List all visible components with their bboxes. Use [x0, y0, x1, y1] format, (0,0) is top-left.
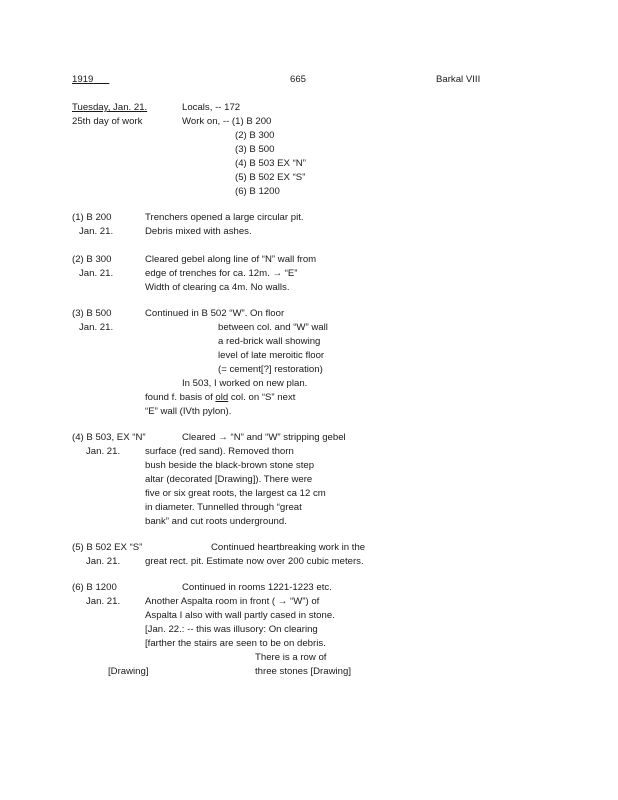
entry-line: great rect. pit. Estimate now over 200 cubic meters. [145, 556, 364, 567]
entry-line: three stones [Drawing] [255, 666, 351, 677]
entry-date: Jan. 21. [79, 322, 114, 333]
entry-line: In 503, I worked on new plan. [182, 378, 308, 389]
day-count: 25th day of work [72, 116, 143, 127]
entry-line: “E” wall (IVth pylon). [145, 406, 232, 417]
entry-line: Debris mixed with ashes. [145, 226, 252, 237]
entry-date: Jan. 21. [86, 556, 121, 567]
entry-line: Trenchers opened a large circular pit. [145, 212, 304, 223]
entry-label: (3) B 500 [72, 308, 112, 319]
header-site: Barkal VIII [436, 74, 481, 85]
work-item: (3) B 500 [235, 144, 275, 155]
work-on-line: Work on, -- (1) B 200 [182, 116, 272, 127]
entry-line: level of late meroitic floor [218, 350, 325, 361]
entry-label: (2) B 300 [72, 254, 112, 265]
entry-line: surface (red sand). Removed thorn [145, 446, 294, 457]
entry-line: bush beside the black-brown stone step [145, 460, 315, 471]
entry-date: Jan. 21. [79, 226, 114, 237]
entry-label: (5) B 502 EX “S” [72, 542, 143, 553]
entry-line: edge of trenches for ca. 12m. → “E” [145, 268, 298, 279]
entry-line: found f. basis of old col. on “S” next [145, 392, 296, 403]
work-item: (2) B 300 [235, 130, 275, 141]
entry-line: bank” and cut roots underground. [145, 516, 287, 527]
work-item: (5) B 502 EX “S” [235, 172, 306, 183]
header-page-number: 665 [290, 74, 307, 85]
entry-line: Cleared gebel along line of “N” wall from [145, 254, 317, 265]
work-item: (4) B 503 EX “N” [235, 158, 306, 169]
entry-line: five or six great roots, the largest ca 12 cm [145, 488, 326, 499]
underlined-word: old [215, 392, 229, 403]
entry-label: (6) B 1200 [72, 582, 117, 593]
entry-line: altar (decorated [Drawing]). There were [145, 474, 313, 485]
entry-line: Width of clearing ca 4m. No walls. [145, 282, 290, 293]
entry-line: Cleared → “N” and “W” stripping gebel [182, 432, 346, 443]
entry-line: (= cement[?] restoration) [218, 364, 323, 375]
entry-date: Jan. 21. [86, 446, 121, 457]
entry-line: [Jan. 22.: -- this was illusory: On clearing [145, 624, 318, 635]
entry-label: (1) B 200 [72, 212, 112, 223]
header-year: 1919 [72, 74, 94, 85]
entry-line: There is a row of [255, 652, 327, 663]
day-date: Tuesday, Jan. 21. [72, 102, 148, 113]
entry-date: Jan. 21. [79, 268, 114, 279]
entry-line: [farther the stairs are seen to be on debris. [145, 638, 326, 649]
entry-date: Jan. 21. [86, 596, 121, 607]
drawing-note: [Drawing] [108, 666, 149, 677]
entry-line: Aspalta I also with wall partly cased in stone. [145, 610, 335, 621]
entry-line: a red-brick wall showing [218, 336, 321, 347]
entry-line: Another Aspalta room in front ( → “W”) of [145, 596, 320, 607]
work-item: (6) B 1200 [235, 186, 280, 197]
entry-label: (4) B 503, EX “N” [72, 432, 146, 443]
locals-count: Locals, -- 172 [182, 102, 241, 113]
entry-line: in diameter. Tunnelled through “great [145, 502, 302, 513]
entry-line: Continued in B 502 “W”. On floor [145, 308, 285, 319]
entry-line: between col. and “W” wall [218, 322, 328, 333]
entry-line: Continued heartbreaking work in the [211, 542, 366, 553]
entry-line: Continued in rooms 1221-1223 etc. [182, 582, 332, 593]
